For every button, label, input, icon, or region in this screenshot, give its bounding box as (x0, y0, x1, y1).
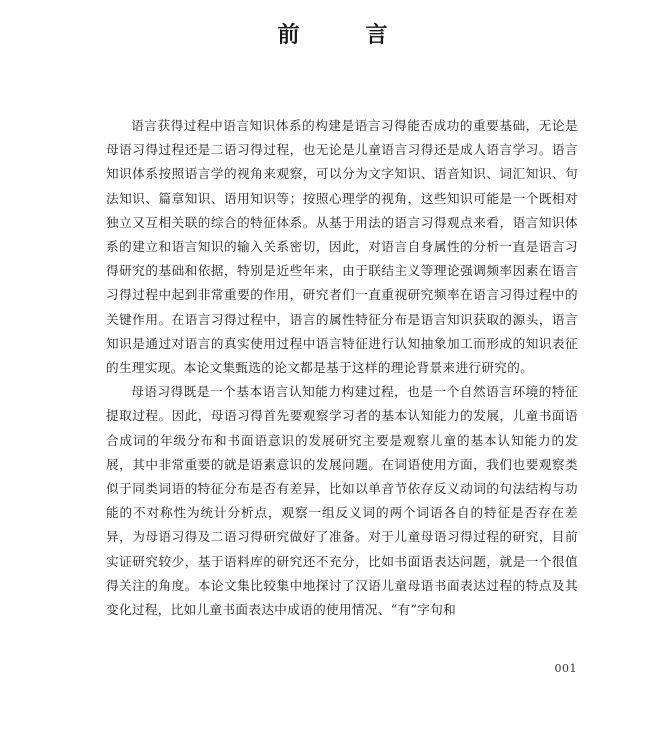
paragraph-2: 母语习得既是一个基本语言认知能力构建过程，也是一个自然语言环境的特征提取过程。因此，母语习得首先要观察学习者的基本认知能力的发展，儿童书面语合成词的年级分布和书面语意识的发展研究主要是观察儿童的基本认知能力的发展，其中非常重要的就是语素意识的发展问题。在词语使用方面，我们也要观察类似于同类词语的特征分布是否有差异，比如以单音节依存反义动词的句法结构与功能的不对称性为统计分析点，观察一组反义词的两个词语各自的特征是否存在差异，为母语习得及二语习得研究做好了准备。对于儿童母语习得过程的研究，目前实证研究较少，基于语料库的研究还不充分，比如书面语表达问题，就是一个很值得关注的角度。本论文集比较集中地探讨了汉语儿童母语书面表达过程的特点及其变化过程，比如儿童书面表达中成语的使用情况、“有”字句和 (106, 384, 578, 618)
body-text (106, 114, 578, 622)
paragraph-1: 语言获得过程中语言知识体系的构建是语言习得能否成功的重要基础，无论是母语习得过程还是二语习得过程，也无论是儿童语言习得还是成人语言学习。语言知识体系按照语言学的视角来观察，可以分为文字知识、语音知识、词汇知识、句法知识、篇章知识、语用知识等；按照心理学的视角，这些知识可能是一个既相对独立又互相关联的综合的特征体系。从基于用法的语言习得观点来看，语言知识体系的建立和语言知识的输入关系密切，因此，对语言自身属性的分析一直是语言习得研究的基础和依据，特别是近些年来，由于联结主义等理论强调频率因素在语言习得过程中起到非常重要的作用，研究者们一直重视研究频率在语言习得过程中的关键作用。在语言习得过程中，语言的属性特征分布是语言知识获取的源头，语言知识是通过对语言的真实使用过程中语言特征进行认知抽象加工而形成的知识表征的生理实现。本论文集甄选的论文都是基于这样的理论背景来进行研究的。 (106, 118, 578, 376)
page-number: 001 (554, 662, 577, 675)
page-title: 前 言 (277, 22, 410, 48)
